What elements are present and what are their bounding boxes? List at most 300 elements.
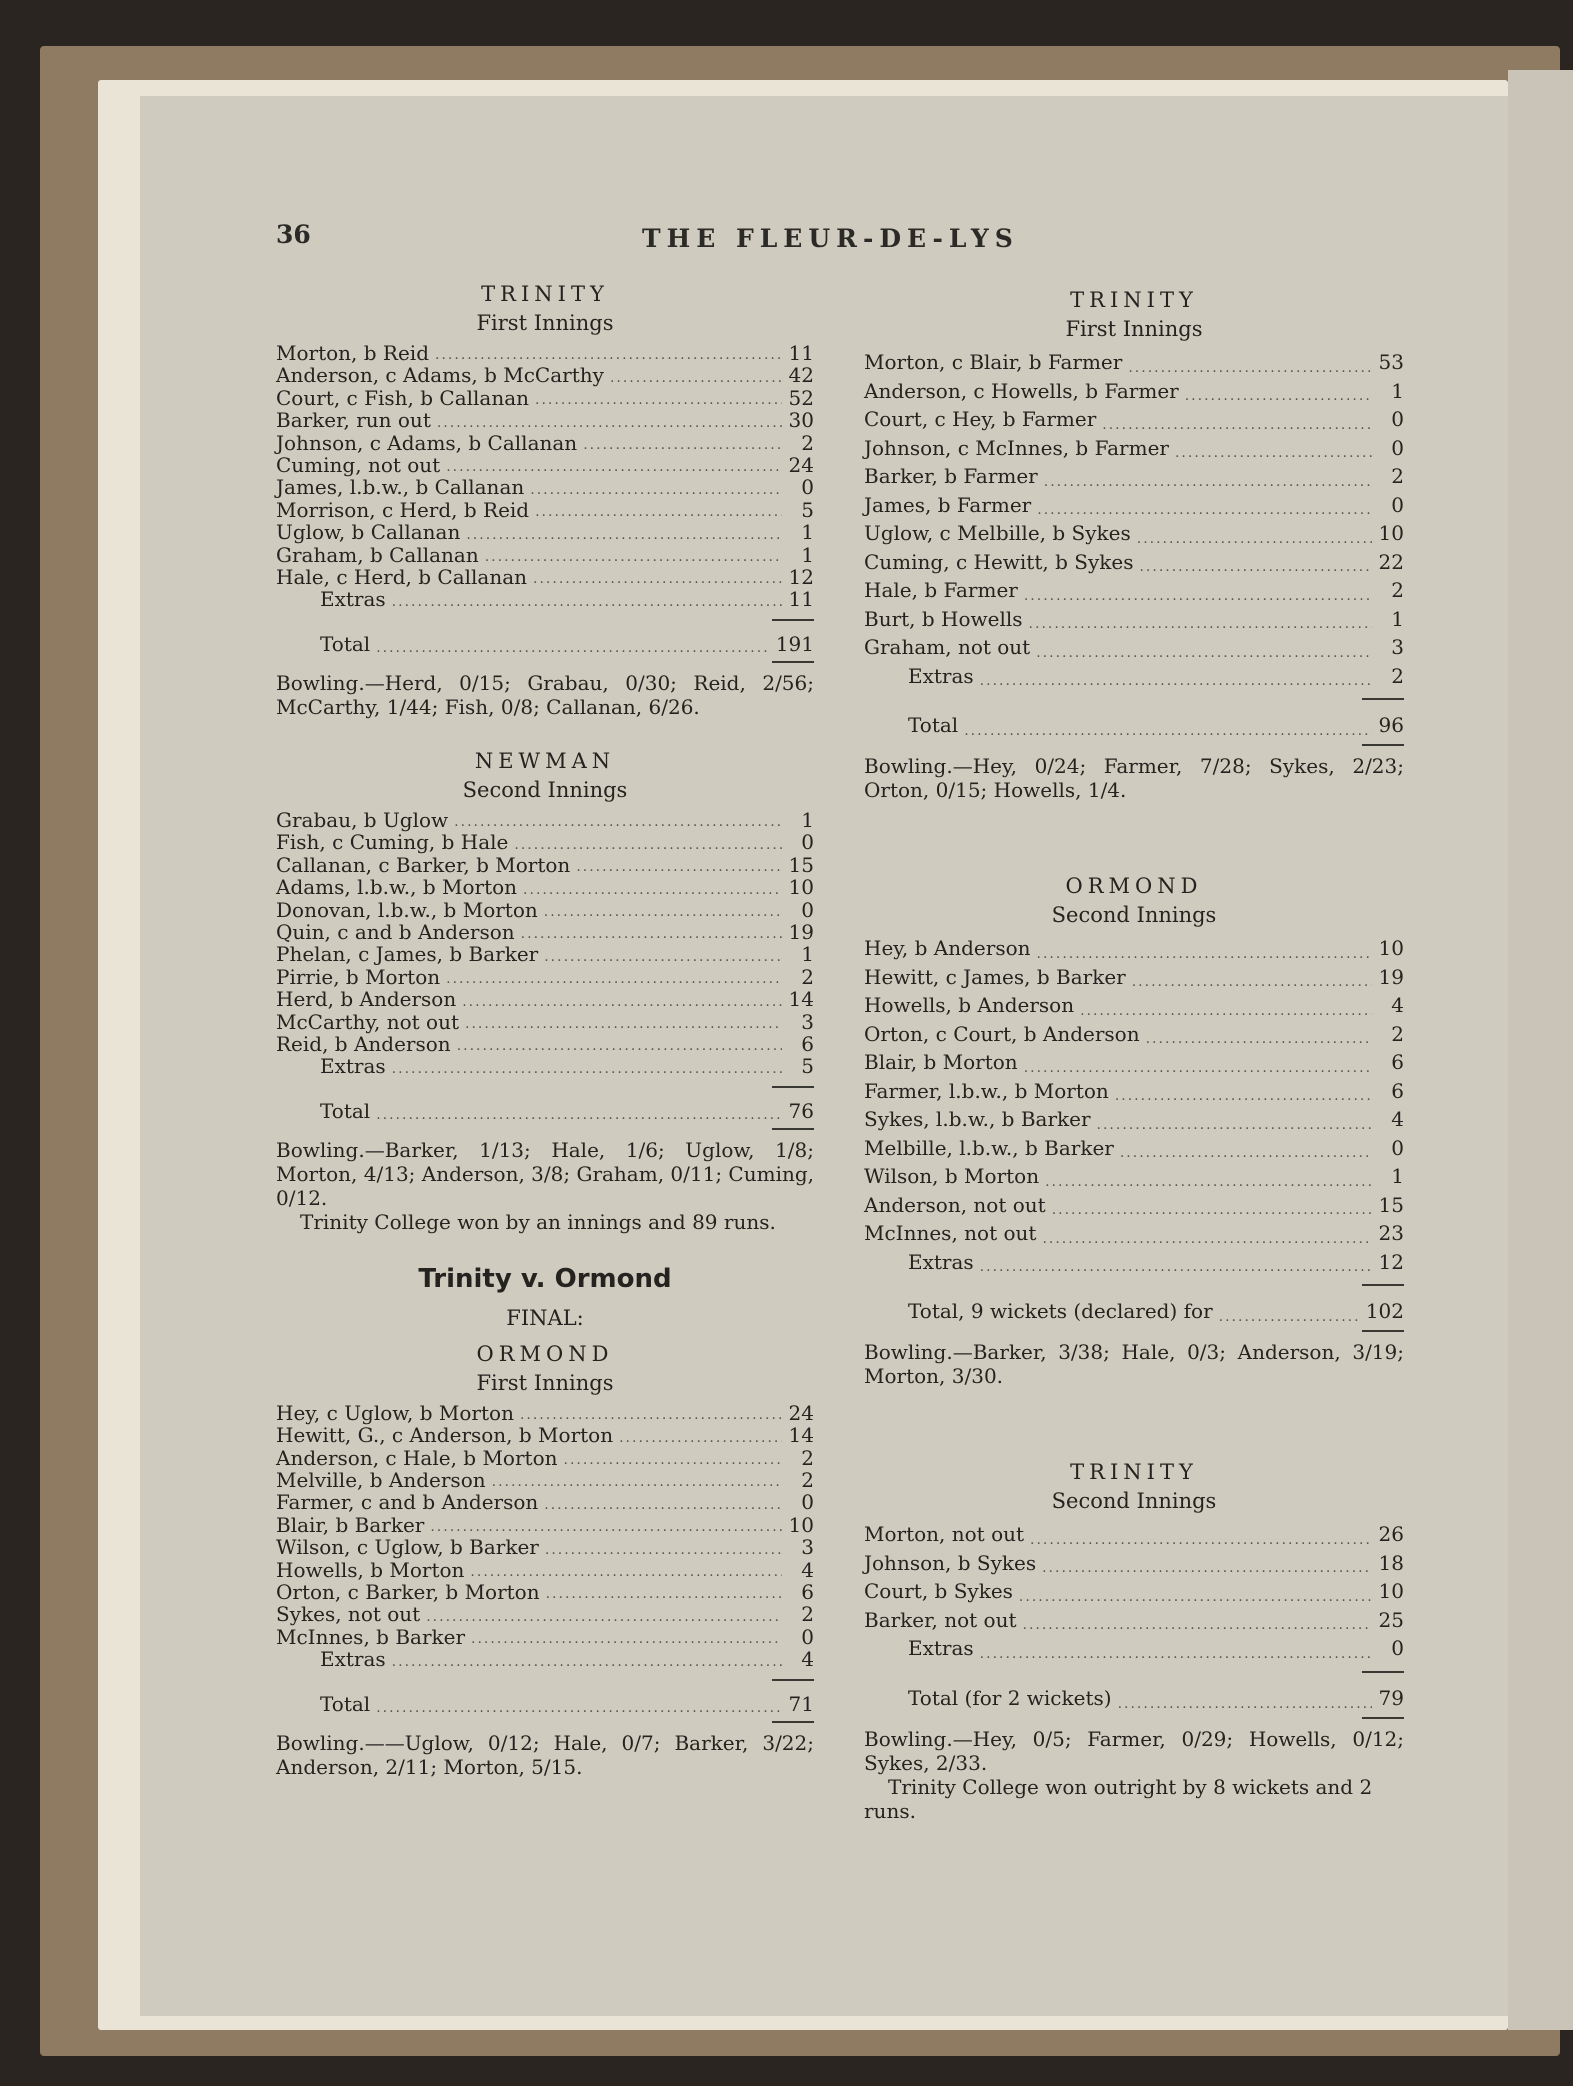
total-label: Total <box>320 1691 371 1716</box>
leader-dots <box>1018 587 1372 605</box>
batting-row <box>276 1424 814 1446</box>
total-score: 79 <box>1378 1685 1404 1710</box>
batting-row <box>864 991 1404 1020</box>
batsman-score: 5 <box>801 497 814 522</box>
batsman-score: 10 <box>788 1512 814 1537</box>
batsman-dismissal: Graham, not out <box>864 635 1031 659</box>
leader-dots <box>1074 1002 1372 1020</box>
total-score: 71 <box>788 1691 814 1716</box>
bowling-rule <box>864 1713 1404 1723</box>
leader-dots <box>424 1518 782 1536</box>
total-label: Total, 9 wickets (declared) for <box>908 1299 1213 1323</box>
bowling-figures: Bowling.—Hey, 0/5; Farmer, 0/29; Howells, 0/12; Sykes, 2/33. <box>864 1726 1404 1775</box>
batsman-dismissal: Morrison, c Herd, b Reid <box>276 497 530 522</box>
extras-label: Extras <box>320 1054 386 1079</box>
total-label: Total (for 2 wickets) <box>908 1685 1112 1710</box>
ormond-second-innings <box>864 874 1404 1388</box>
batsman-score: 3 <box>801 1009 814 1034</box>
batting-list <box>864 348 1404 690</box>
batsman-dismissal: Hale, c Herd, b Callanan <box>276 565 528 590</box>
leader-dots <box>577 436 782 454</box>
batting-row <box>276 1011 814 1033</box>
batsman-dismissal: Sykes, l.b.w., b Barker <box>864 1107 1091 1131</box>
leader-dots <box>508 836 782 854</box>
batsman-dismissal: Morton, c Blair, b Farmer <box>864 350 1123 374</box>
leader-dots <box>1039 1173 1372 1191</box>
section-heading: TRINITY <box>481 282 609 306</box>
batsman-dismissal: Hey, b Anderson <box>864 936 1031 960</box>
leader-dots <box>420 1608 782 1626</box>
batsman-score: 15 <box>1378 1192 1404 1217</box>
leader-dots <box>1112 1695 1372 1713</box>
total-label: Total <box>320 1098 371 1123</box>
batsman-dismissal: Reid, b Anderson <box>276 1031 451 1056</box>
batsman-dismissal: Court, c Fish, b Callanan <box>276 385 530 410</box>
leader-dots <box>370 639 770 657</box>
batsman-score: 19 <box>1378 964 1404 989</box>
batting-row <box>276 521 814 543</box>
bowling-figures: Bowling.—Barker, 1/13; Hale, 1/6; Uglow, 1/8; Morton, 4/13; Anderson, 3/8; Graham, 0/11; Cuming, 0/12. <box>276 1137 815 1210</box>
batsman-dismissal: Hewitt, G., c Anderson, b Morton <box>276 1423 614 1448</box>
bowling-figures: Bowling.——Uglow, 0/12; Hale, 0/7; Barker, 3/22; Anderson, 2/11; Morton, 5/15. <box>276 1730 814 1779</box>
batsman-dismissal: Melville, b Anderson <box>276 1467 486 1492</box>
batsman-score: 2 <box>801 964 814 989</box>
total-rule <box>864 1663 1404 1683</box>
batsman-score: 6 <box>801 1031 814 1056</box>
batsman-score: 22 <box>1378 549 1404 574</box>
batsman-score: 14 <box>788 987 814 1012</box>
batting-row <box>864 633 1404 662</box>
section-heading: ORMOND <box>476 1341 614 1366</box>
batsman-dismissal: Barker, run out <box>276 408 431 433</box>
bowling-figures: Bowling.—Hey, 0/24; Farmer, 7/28; Sykes, 2/23; Orton, 0/15; Howells, 1/4. <box>864 754 1404 802</box>
total-row <box>276 1691 814 1717</box>
batsman-dismissal: James, b Farmer <box>864 492 1032 517</box>
leader-dots <box>524 481 782 499</box>
batsman-dismissal: Johnson, c Adams, b Callanan <box>276 430 578 455</box>
leader-dots <box>448 813 782 831</box>
newman-second-innings <box>276 749 814 1234</box>
batting-row <box>864 1191 1404 1220</box>
batsman-dismissal: Phelan, c James, b Barker <box>276 942 539 967</box>
batsman-score: 2 <box>1391 464 1404 488</box>
section-subheading: First Innings <box>476 311 614 335</box>
batsman-dismissal: Anderson, c Hale, b Morton <box>276 1445 558 1470</box>
batsman-dismissal: Johnson, b Sykes <box>864 1550 1037 1575</box>
extras-row <box>864 1248 1404 1277</box>
extras-label: Extras <box>320 1647 386 1672</box>
bowling-rule <box>276 657 814 667</box>
batting-row <box>276 876 814 898</box>
leader-dots <box>1133 558 1372 576</box>
section-heading: TRINITY <box>1070 288 1198 312</box>
batsman-dismissal: Uglow, c Melbille, b Sykes <box>864 521 1131 545</box>
match-title: Trinity v. Ormond <box>418 1263 672 1294</box>
leader-dots <box>1017 1616 1373 1634</box>
batting-row <box>276 342 814 364</box>
running-title: THE FLEUR-DE-LYS <box>642 224 1019 253</box>
bowling-rule <box>864 1326 1404 1336</box>
batting-list <box>864 934 1404 1276</box>
extras-score: 4 <box>801 1647 814 1672</box>
batsman-score: 18 <box>1378 1550 1404 1575</box>
batsman-score: 4 <box>1391 993 1404 1017</box>
total-score: 191 <box>775 631 814 656</box>
batting-row <box>864 1606 1404 1635</box>
leader-dots <box>1036 1559 1372 1577</box>
batsman-dismissal: Hale, b Farmer <box>864 578 1018 602</box>
leader-dots <box>465 1630 782 1648</box>
leader-dots <box>1030 644 1372 662</box>
leader-dots <box>1031 501 1372 519</box>
leader-dots <box>1091 1116 1372 1134</box>
section-heading: NEWMAN <box>474 748 616 773</box>
batting-row <box>276 1491 814 1513</box>
leader-dots <box>451 1037 782 1055</box>
total-score: 96 <box>1378 713 1404 737</box>
extras-label: Extras <box>908 1636 974 1660</box>
batting-row <box>276 566 814 588</box>
batting-row <box>864 348 1404 377</box>
leader-dots <box>460 526 782 544</box>
batsman-dismissal: Melbille, l.b.w., b Barker <box>864 1135 1114 1160</box>
batting-row <box>276 499 814 521</box>
batsman-dismissal: Anderson, not out <box>864 1192 1046 1217</box>
leader-dots <box>440 458 782 476</box>
batsman-score: 10 <box>1378 521 1404 545</box>
leader-dots <box>974 1645 1372 1663</box>
extras-label: Extras <box>908 1249 974 1274</box>
batsman-dismissal: McInnes, b Barker <box>276 1624 466 1649</box>
batsman-score: 4 <box>1391 1107 1404 1131</box>
batsman-dismissal: Callanan, c Barker, b Morton <box>276 852 571 877</box>
batsman-score: 10 <box>1378 1579 1404 1603</box>
batting-row <box>864 963 1404 992</box>
leader-dots <box>1109 1087 1372 1105</box>
leader-dots <box>1046 1201 1372 1219</box>
batsman-score: 0 <box>801 1490 814 1515</box>
section-heading: ORMOND <box>1065 874 1203 898</box>
section-heading: TRINITY <box>1070 1460 1198 1484</box>
batsman-dismissal: James, l.b.w., b Callanan <box>276 475 525 500</box>
total-label: Total <box>908 713 959 737</box>
trinity-second-innings <box>864 1460 1404 1823</box>
batsman-score: 1 <box>1391 378 1404 403</box>
batting-row <box>864 462 1404 491</box>
batsman-score: 19 <box>788 919 814 944</box>
right-column <box>864 288 1404 1823</box>
trinity-first-innings-left <box>276 282 814 719</box>
leader-dots <box>604 369 782 387</box>
batting-row <box>864 1219 1404 1248</box>
batsman-dismissal: Pirrie, b Morton <box>276 964 441 989</box>
batsman-dismissal: Graham, b Callanan <box>276 542 479 567</box>
batting-row <box>864 605 1404 634</box>
extras-score: 5 <box>801 1054 814 1079</box>
batsman-score: 0 <box>1391 1135 1404 1160</box>
batsman-score: 1 <box>801 807 814 832</box>
leader-dots <box>539 1541 782 1559</box>
bowling-rule <box>276 1717 814 1727</box>
total-label: Total <box>320 631 371 656</box>
batsman-score: 1 <box>801 942 814 967</box>
batting-row <box>276 1626 814 1648</box>
leader-dots <box>386 1060 782 1078</box>
batsman-dismissal: Farmer, c and b Anderson <box>276 1490 539 1515</box>
batting-row <box>276 1536 814 1558</box>
batsman-score: 52 <box>788 385 814 410</box>
batting-row <box>276 1603 814 1625</box>
total-rule <box>276 1078 814 1098</box>
leader-dots <box>1169 444 1372 462</box>
leader-dots <box>1213 1308 1360 1326</box>
batsman-dismissal: Grabau, b Uglow <box>276 807 449 832</box>
leader-dots <box>958 722 1372 740</box>
extras-row <box>276 1648 814 1670</box>
batting-row <box>276 1581 814 1603</box>
batsman-score: 10 <box>1378 936 1404 960</box>
batting-row <box>276 454 814 476</box>
leader-dots <box>974 672 1372 690</box>
batting-list <box>864 1520 1404 1663</box>
batsman-dismissal: Blair, b Barker <box>276 1512 425 1537</box>
batting-row <box>276 1514 814 1536</box>
batsman-score: 2 <box>801 430 814 455</box>
batsman-score: 1 <box>1391 606 1404 631</box>
leader-dots <box>1024 1531 1372 1549</box>
leader-dots <box>1179 387 1372 405</box>
batting-row <box>276 1559 814 1581</box>
batsman-score: 24 <box>788 1400 814 1425</box>
leader-dots <box>370 1106 782 1124</box>
batsman-score: 42 <box>788 363 814 388</box>
batsman-dismissal: Wilson, c Uglow, b Barker <box>276 1535 539 1560</box>
batsman-dismissal: Donovan, l.b.w., b Morton <box>276 897 538 922</box>
leader-dots <box>538 1496 782 1514</box>
batsman-score: 0 <box>1391 435 1404 460</box>
batsman-score: 2 <box>801 1445 814 1470</box>
batting-row <box>276 1033 814 1055</box>
leader-dots <box>974 1258 1372 1276</box>
batsman-dismissal: McCarthy, not out <box>276 1009 460 1034</box>
batsman-dismissal: Cuming, not out <box>276 453 441 478</box>
batsman-score: 1 <box>1391 1164 1404 1188</box>
batsman-score: 6 <box>1391 1050 1404 1074</box>
leader-dots <box>570 858 782 876</box>
total-rule <box>276 611 814 631</box>
extras-label: Extras <box>320 587 386 612</box>
leader-dots <box>431 414 782 432</box>
leader-dots <box>529 391 782 409</box>
batsman-dismissal: Quin, c and b Anderson <box>276 919 515 944</box>
extras-row <box>276 1055 814 1077</box>
batsman-score: 25 <box>1378 1607 1404 1632</box>
total-rule <box>276 1671 814 1691</box>
batsman-score: 14 <box>788 1423 814 1448</box>
batsman-dismissal: Cuming, c Hewitt, b Sykes <box>864 549 1134 574</box>
batting-row <box>276 364 814 386</box>
batsman-dismissal: Hey, c Uglow, b Morton <box>276 1400 514 1425</box>
batting-row <box>864 934 1404 963</box>
batting-row <box>276 966 814 988</box>
leader-dots <box>1031 945 1372 963</box>
batting-row <box>864 1048 1404 1077</box>
total-row <box>864 710 1404 740</box>
batting-row <box>276 899 814 921</box>
batsman-dismissal: Court, c Hey, b Farmer <box>864 407 1097 431</box>
total-row <box>276 1098 814 1124</box>
leader-dots <box>538 903 782 921</box>
batsman-dismissal: Adams, l.b.w., b Morton <box>276 875 518 900</box>
total-rule <box>864 690 1404 710</box>
batting-row <box>864 491 1404 520</box>
batting-row <box>276 854 814 876</box>
batsman-score: 0 <box>801 1624 814 1649</box>
section-subheading: Second Innings <box>1051 903 1217 927</box>
batsman-dismissal: Orton, c Barker, b Morton <box>276 1580 540 1604</box>
batsman-dismissal: Burt, b Howells <box>864 606 1023 631</box>
batting-row <box>276 809 814 831</box>
leader-dots <box>429 346 782 364</box>
bowling-rule <box>864 740 1404 750</box>
leader-dots <box>1036 1230 1372 1248</box>
bowling-rule <box>276 1124 814 1134</box>
total-rule <box>864 1276 1404 1296</box>
batting-row <box>864 1020 1404 1049</box>
batting-row <box>864 1162 1404 1191</box>
extras-row <box>864 662 1404 691</box>
leader-dots <box>538 948 782 966</box>
batsman-score: 0 <box>801 830 814 855</box>
batting-row <box>276 432 814 454</box>
ormond-first-innings <box>276 1342 814 1779</box>
batsman-dismissal: McInnes, not out <box>864 1221 1037 1245</box>
batsman-dismissal: Barker, b Farmer <box>864 464 1038 488</box>
batsman-dismissal: Uglow, b Callanan <box>276 520 461 545</box>
section-subheading: First Innings <box>1065 317 1203 341</box>
batsman-score: 3 <box>801 1535 814 1560</box>
bowling-figures: Bowling.—Herd, 0/15; Grabau, 0/30; Reid, 2/56; McCarthy, 1/44; Fish, 0/8; Callanan, 6/26. <box>276 670 814 719</box>
leader-dots <box>558 1451 783 1469</box>
total-row <box>276 631 814 657</box>
batting-row <box>864 548 1404 577</box>
batting-row <box>276 409 814 431</box>
extras-score: 2 <box>1391 663 1404 688</box>
batsman-dismissal: Howells, b Anderson <box>864 993 1075 1017</box>
batsman-score: 30 <box>788 408 814 433</box>
batsman-dismissal: Anderson, c Howells, b Farmer <box>864 378 1179 403</box>
leader-dots <box>517 881 782 899</box>
batsman-score: 6 <box>801 1580 814 1604</box>
leader-dots <box>486 1473 782 1491</box>
batsman-score: 2 <box>1391 1021 1404 1046</box>
batsman-score: 3 <box>1391 635 1404 659</box>
leader-dots <box>1023 615 1372 633</box>
batting-list <box>276 1402 814 1671</box>
leader-dots <box>386 1653 782 1671</box>
leader-dots <box>1018 1059 1372 1077</box>
batting-row <box>864 1520 1404 1549</box>
total-score: 76 <box>788 1098 814 1123</box>
leader-dots <box>1114 1144 1372 1162</box>
batsman-score: 24 <box>788 453 814 478</box>
leader-dots <box>1140 1030 1372 1048</box>
batting-row <box>276 921 814 943</box>
batsman-score: 12 <box>788 565 814 590</box>
total-row <box>864 1296 1404 1326</box>
batsman-dismissal: Herd, b Anderson <box>276 987 457 1012</box>
batsman-dismissal: Hewitt, c James, b Barker <box>864 964 1126 989</box>
batting-row <box>276 1402 814 1424</box>
section-subheading: Second Innings <box>462 777 628 802</box>
leader-dots <box>386 593 782 611</box>
batting-row <box>864 576 1404 605</box>
batsman-score: 2 <box>801 1467 814 1492</box>
batting-row <box>276 1447 814 1469</box>
batting-row <box>276 387 814 409</box>
leader-dots <box>529 503 782 521</box>
batsman-dismissal: Barker, not out <box>864 1607 1017 1632</box>
extras-row <box>864 1634 1404 1663</box>
leader-dots <box>440 970 782 988</box>
batsman-dismissal: Howells, b Morton <box>276 1557 465 1582</box>
leader-dots <box>540 1585 782 1603</box>
batsman-score: 15 <box>788 852 814 877</box>
batting-row <box>864 1105 1404 1134</box>
batsman-score: 23 <box>1378 1221 1404 1245</box>
leader-dots <box>479 548 782 566</box>
batsman-score: 10 <box>788 875 814 900</box>
batting-row <box>864 1549 1404 1578</box>
final-label: FINAL: <box>506 1305 584 1330</box>
total-row <box>864 1683 1404 1713</box>
batsman-score: 0 <box>1391 492 1404 517</box>
batsman-score: 53 <box>1378 350 1404 374</box>
batsman-dismissal: Fish, c Cuming, b Hale <box>276 830 509 855</box>
batsman-dismissal: Farmer, l.b.w., b Morton <box>864 1078 1109 1103</box>
leader-dots <box>1013 1588 1372 1606</box>
leader-dots <box>370 1699 782 1717</box>
total-score: 102 <box>1365 1299 1404 1323</box>
extras-row <box>276 588 814 610</box>
batsman-score: 26 <box>1378 1522 1404 1546</box>
leader-dots <box>464 1563 782 1581</box>
leader-dots <box>515 925 782 943</box>
extras-label: Extras <box>908 663 974 688</box>
batting-row <box>864 377 1404 406</box>
batting-row <box>864 1577 1404 1606</box>
batsman-score: 0 <box>801 475 814 500</box>
batsman-score: 2 <box>801 1602 814 1627</box>
left-column <box>276 282 814 1779</box>
leader-dots <box>613 1429 782 1447</box>
batting-row <box>276 831 814 853</box>
batsman-score: 2 <box>1391 578 1404 602</box>
batsman-dismissal: Morton, b Reid <box>276 341 430 365</box>
leader-dots <box>527 570 782 588</box>
batsman-dismissal: Morton, not out <box>864 1522 1025 1546</box>
batsman-dismissal: Blair, b Morton <box>864 1050 1018 1074</box>
batting-row <box>864 1134 1404 1163</box>
leader-dots <box>514 1406 782 1424</box>
batting-row <box>864 405 1404 434</box>
batting-list <box>276 342 814 611</box>
leader-dots <box>456 993 782 1011</box>
leader-dots <box>459 1015 782 1033</box>
batting-row <box>276 544 814 566</box>
match-result: Trinity College won outright by 8 wickets and 2 runs. <box>864 1774 1373 1823</box>
leader-dots <box>1126 973 1372 991</box>
